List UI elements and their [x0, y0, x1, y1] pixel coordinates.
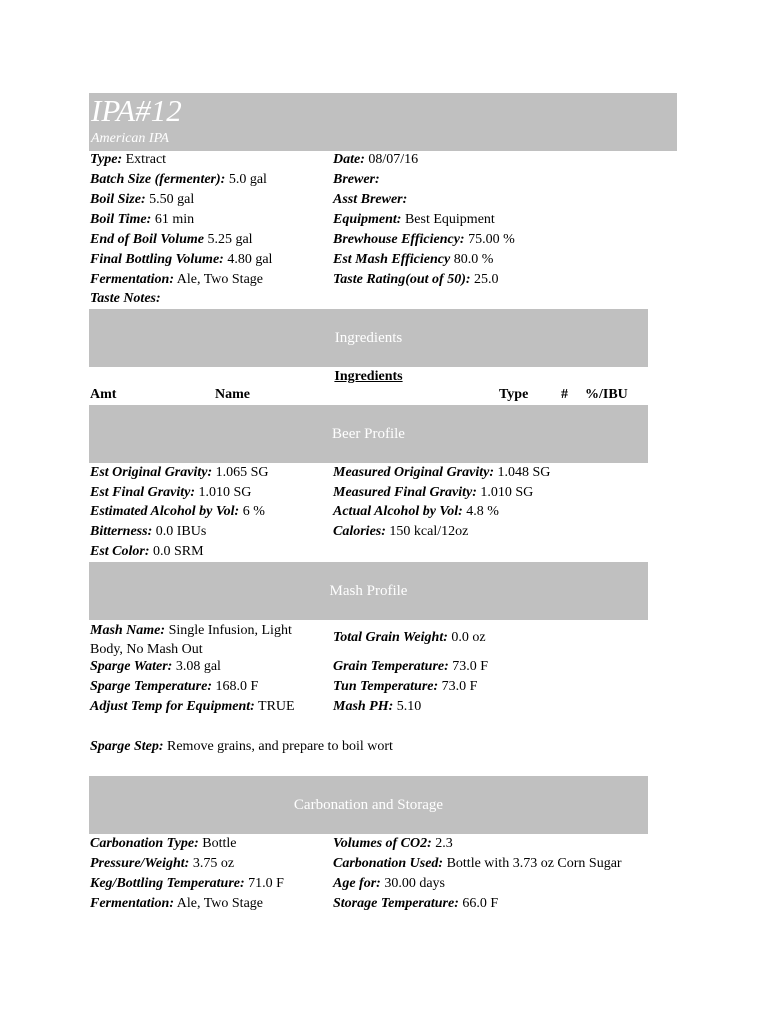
field-label: Date: — [333, 152, 365, 167]
profile-est-og — [90, 463, 269, 483]
field-value: 6 % — [242, 504, 265, 519]
field-value: 5.10 — [396, 699, 422, 714]
carb-keg-bottling-temperature — [90, 874, 284, 894]
field-label: Type: — [90, 152, 123, 167]
field-label: Taste Notes: — [90, 291, 161, 306]
section-ingredients — [89, 309, 648, 367]
field-label: Est Mash Efficiency — [333, 252, 451, 267]
field-label: Final Bottling Volume: — [90, 252, 224, 267]
field-label: Fermentation: — [90, 896, 175, 911]
info-est-mash-efficiency — [333, 250, 493, 270]
field-label: Storage Temperature: — [333, 896, 459, 911]
info-final-bottling-volume — [90, 250, 272, 270]
field-label: Batch Size (fermenter): — [90, 172, 226, 187]
field-value: Bottle — [202, 836, 237, 851]
carb-fermentation — [90, 894, 263, 914]
carb-pressure-weight — [90, 854, 234, 874]
field-value: Extract — [125, 152, 167, 167]
info-boil-time — [90, 210, 194, 230]
field-label: Sparge Water: — [90, 659, 173, 674]
field-label: Total Grain Weight: — [333, 630, 448, 645]
section-beer-profile — [89, 405, 648, 463]
info-date — [333, 150, 418, 170]
info-batch-size — [90, 170, 267, 190]
field-value: TRUE — [258, 699, 295, 714]
section-title: Ingredients — [334, 329, 403, 346]
field-value: 3.08 gal — [175, 659, 221, 674]
field-label: Fermentation: — [90, 272, 175, 287]
field-label: Keg/Bottling Temperature: — [90, 876, 245, 891]
field-value: 5.50 gal — [149, 192, 195, 207]
field-label: Est Final Gravity: — [90, 485, 196, 500]
field-value: 4.80 gal — [227, 252, 273, 267]
field-value: Bottle with 3.73 oz Corn Sugar — [446, 856, 622, 871]
profile-measured-og — [333, 463, 550, 483]
section-mash-profile — [89, 562, 648, 620]
field-value: Ale, Two Stage — [176, 272, 263, 287]
mash-name — [90, 621, 315, 659]
carb-age-for — [333, 874, 445, 894]
section-title: Carbonation and Storage — [293, 796, 444, 813]
field-value: 1.048 SG — [497, 465, 551, 480]
field-value: Best Equipment — [404, 212, 495, 227]
field-value: 30.00 days — [384, 876, 445, 891]
field-value: 168.0 F — [215, 679, 259, 694]
profile-est-color — [90, 542, 204, 562]
field-label: Mash PH: — [333, 699, 394, 714]
field-value: 0.0 oz — [451, 630, 486, 645]
field-value: 66.0 F — [462, 896, 499, 911]
field-value: 71.0 F — [248, 876, 284, 891]
column-header-pct-ibu: %/IBU — [585, 387, 628, 402]
recipe-style: American IPA — [91, 131, 169, 146]
info-fermentation — [90, 270, 263, 290]
field-label: Est Original Gravity: — [90, 465, 213, 480]
carb-type — [90, 834, 237, 854]
field-label: Mash Name: — [90, 623, 166, 638]
field-label: Brewer: — [333, 172, 380, 187]
field-label: Actual Alcohol by Vol: — [333, 504, 463, 519]
field-label: Tun Temperature: — [333, 679, 439, 694]
info-boil-size — [90, 190, 194, 210]
mash-sparge-temperature — [90, 677, 258, 697]
field-value: 75.00 % — [468, 232, 515, 247]
info-type — [90, 150, 166, 170]
field-label: End of Boil Volume — [90, 232, 204, 247]
field-value: Ale, Two Stage — [176, 896, 263, 911]
field-label: Asst Brewer: — [333, 192, 408, 207]
info-brewhouse-efficiency — [333, 230, 515, 250]
info-asst-brewer — [333, 190, 407, 210]
carb-used — [333, 854, 622, 874]
field-label: Age for: — [333, 876, 381, 891]
profile-est-abv — [90, 502, 265, 522]
mash-sparge-water — [90, 657, 221, 677]
carb-storage-temperature — [333, 894, 498, 914]
field-value: 1.010 SG — [480, 485, 534, 500]
mash-ph — [333, 697, 421, 717]
info-taste-rating — [333, 270, 499, 290]
info-taste-notes — [90, 289, 161, 309]
field-value: 4.8 % — [466, 504, 499, 519]
profile-est-fg — [90, 483, 251, 503]
field-label: Sparge Step: — [90, 739, 164, 754]
field-label: Calories: — [333, 524, 386, 539]
field-label: Sparge Temperature: — [90, 679, 212, 694]
info-brewer — [333, 170, 380, 190]
field-label: Boil Time: — [90, 212, 152, 227]
field-value: 1.065 SG — [215, 465, 269, 480]
recipe-header — [89, 93, 677, 151]
field-label: Est Color: — [90, 544, 150, 559]
mash-total-grain-weight — [333, 628, 486, 648]
mash-adjust-temp — [90, 697, 295, 717]
field-label: Boil Size: — [90, 192, 146, 207]
field-label: Carbonation Type: — [90, 836, 199, 851]
field-label: Grain Temperature: — [333, 659, 449, 674]
field-label: Carbonation Used: — [333, 856, 444, 871]
field-value: 73.0 F — [452, 659, 489, 674]
field-value: 25.0 — [474, 272, 499, 287]
field-value: 1.010 SG — [198, 485, 252, 500]
info-equipment — [333, 210, 495, 230]
section-title: Beer Profile — [332, 425, 405, 442]
field-label: Bitterness: — [90, 524, 153, 539]
profile-actual-abv — [333, 502, 499, 522]
field-label: Measured Original Gravity: — [333, 465, 494, 480]
field-value: 61 min — [154, 212, 195, 227]
field-label: Taste Rating(out of 50): — [333, 272, 471, 287]
recipe-title: IPA#12 — [91, 93, 182, 128]
mash-sparge-step — [90, 737, 393, 757]
carb-volumes-co2 — [333, 834, 453, 854]
field-value: 0.0 SRM — [153, 544, 204, 559]
section-carbonation-storage — [89, 776, 648, 834]
field-label: Volumes of CO2: — [333, 836, 432, 851]
profile-calories — [333, 522, 468, 542]
field-value: 80.0 % — [453, 252, 494, 267]
field-label: Measured Final Gravity: — [333, 485, 477, 500]
ingredients-table-title: Ingredients — [334, 369, 403, 384]
field-value: Single Infusion, Light Body, No Mash Out — [90, 623, 292, 657]
section-title: Mash Profile — [329, 582, 408, 599]
profile-bitterness — [90, 522, 206, 542]
field-value: 73.0 F — [441, 679, 478, 694]
field-label: Brewhouse Efficiency: — [333, 232, 465, 247]
field-value: 2.3 — [435, 836, 453, 851]
field-label: Estimated Alcohol by Vol: — [90, 504, 240, 519]
field-value: 3.75 oz — [192, 856, 235, 871]
field-value: 5.0 gal — [228, 172, 267, 187]
info-end-boil-volume — [90, 230, 253, 250]
mash-grain-temperature — [333, 657, 488, 677]
column-header-type: Type — [499, 387, 529, 402]
field-label: Equipment: — [333, 212, 402, 227]
field-value: 150 kcal/12oz — [389, 524, 469, 539]
field-value: 0.0 IBUs — [155, 524, 207, 539]
column-header-name: Name — [215, 387, 250, 402]
field-label: Adjust Temp for Equipment: — [90, 699, 255, 714]
mash-tun-temperature — [333, 677, 477, 697]
field-value: 5.25 gal — [207, 232, 253, 247]
column-header-count: # — [561, 387, 568, 402]
field-value: Remove grains, and prepare to boil wort — [167, 739, 393, 754]
column-header-amt: Amt — [90, 387, 117, 402]
field-label: Pressure/Weight: — [90, 856, 190, 871]
field-value: 08/07/16 — [368, 152, 419, 167]
profile-measured-fg — [333, 483, 533, 503]
